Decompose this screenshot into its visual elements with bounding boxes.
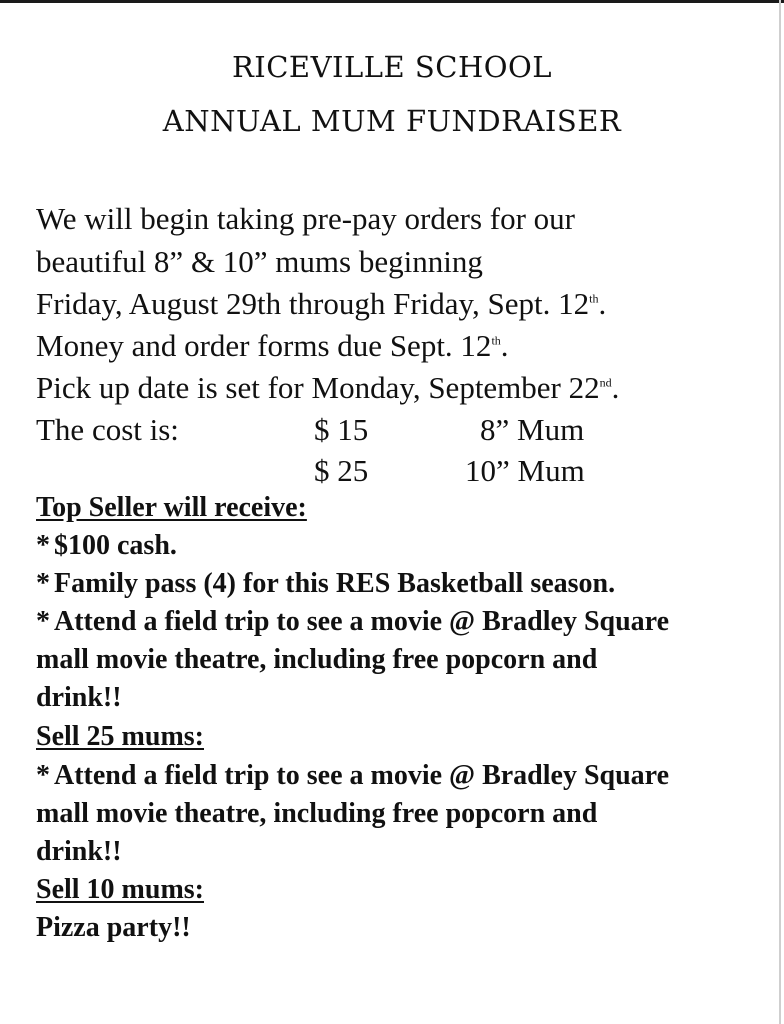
top-seller-item-cash: * $100 cash. xyxy=(36,530,177,561)
sell-25-item: * Attend a field trip to see a movie @ Bradley Square xyxy=(36,760,670,791)
sell-25-cont-2: drink!! xyxy=(36,836,122,867)
intro-line-3: Friday, August 29th through Friday, Sept. 12th. xyxy=(36,286,607,321)
top-seller-trip-cont-1: mall movie theatre, including free popcorn and xyxy=(36,644,598,675)
top-seller-item-pass: * Family pass (4) for this RES Basketball season. xyxy=(36,568,616,599)
event-title: ANNUAL MUM FUNDRAISER xyxy=(162,104,622,138)
item-10-inch: 10” Mum xyxy=(465,453,585,488)
intro-line-2: beautiful 8” & 10” mums beginning xyxy=(36,244,483,279)
right-border xyxy=(779,0,781,1024)
sell-25-cont-1: mall movie theatre, including free popcorn and xyxy=(36,798,598,829)
item-8-inch: 8” Mum xyxy=(480,412,585,447)
intro-line-4: Money and order forms due Sept. 12th. xyxy=(36,328,509,363)
sell-25-heading: Sell 25 mums: xyxy=(36,721,204,752)
sell-10-item: Pizza party!! xyxy=(36,912,191,943)
top-seller-item-trip: * Attend a field trip to see a movie @ Bradley Square xyxy=(36,606,670,637)
intro-line-5: Pick up date is set for Monday, September 22nd. xyxy=(36,370,620,405)
price-10-inch: $ 25 xyxy=(314,453,369,488)
cost-label: The cost is: xyxy=(36,412,179,447)
top-border xyxy=(0,0,784,3)
school-name: RICEVILLE SCHOOL xyxy=(231,50,553,84)
top-seller-trip-cont-2: drink!! xyxy=(36,682,122,713)
intro-line-1: We will begin taking pre-pay orders for our xyxy=(36,201,575,236)
top-seller-heading: Top Seller will receive: xyxy=(36,492,307,523)
price-8-inch: $ 15 xyxy=(314,412,369,447)
sell-10-heading: Sell 10 mums: xyxy=(36,874,204,905)
